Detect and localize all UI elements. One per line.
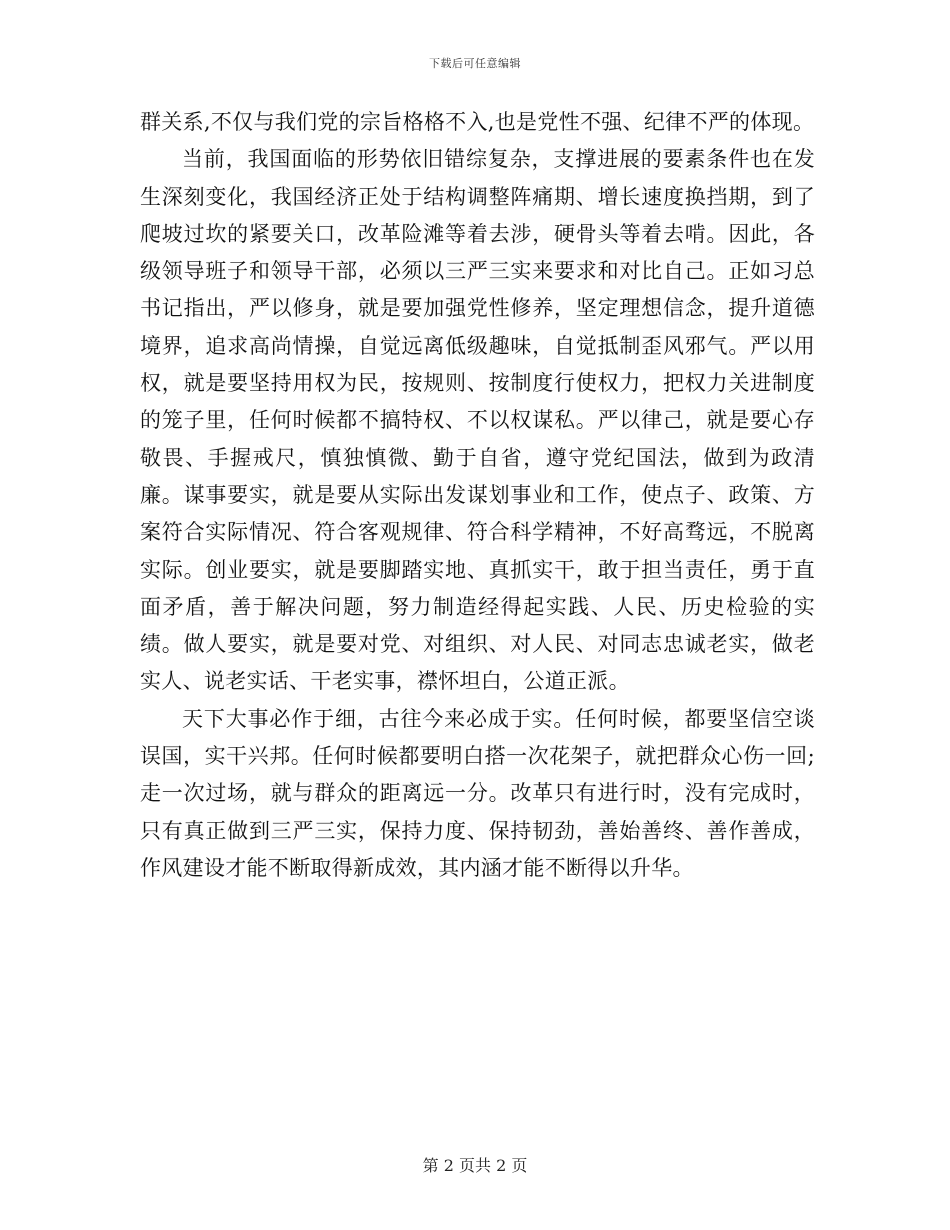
document-body — [140, 104, 815, 887]
page-footer: 第 2 页共 2 页 — [422, 1156, 528, 1175]
paragraph-conclusion: 天下大事必作于细，古往今来必成于实。任何时候，都要坚信空谈误国，实干兴邦。任何时候都要明白搭一次花架子，就把群众心伤一回;走一次过场，就与群众的距离远一分。改革只有进行时，没有完成时，只有真正做到三严三实，保持力度、保持韧劲，善始善终、善作善成，作风建设才能不断取得新成效，其内涵才能不断得以升华。 — [140, 706, 815, 880]
paragraph-continuation: 群关系,不仅与我们党的宗旨格格不入,也是党性不强、纪律不严的体现。 — [140, 110, 815, 134]
paragraph-current-situation: 当前，我国面临的形势依旧错综复杂，支撑进展的要素条件也在发生深刻变化，我国经济正处于结构调整阵痛期、增长速度换挡期，到了爬坡过坎的紧要关口，改革险滩等着去涉，硬骨头等着去啃。因此，各级领导班子和领导干部，必须以三严三实来要求和对比自己。正如习总书记指出，严以修身，就是要加强党性修养，坚定理想信念，提升道德境界，追求高尚情操，自觉远离低级趣味，自觉抵制歪风邪气。严以用权，就是要坚持用权为民，按规则、按制度行使权力，把权力关进制度的笼子里，任何时候都不搞特权、不以权谋私。严以律己，就是要心存敬畏、手握戒尺，慎独慎微、勤于自省，遵守党纪国法，做到为政清廉。谋事要实，就是要从实际出发谋划事业和工作，使点子、政策、方案符合实际情况、符合客观规律、符合科学精神，不好高骛远，不脱离实际。创业要实，就是要脚踏实地、真抓实干，敢于担当责任，勇于直面矛盾，善于解决问题，努力制造经得起实践、人民、历史检验的实绩。做人要实，就是要对党、对组织、对人民、对同志忠诚老实，做老实人、说老实话、干老实事，襟怀坦白，公道正派。 — [140, 147, 815, 694]
page-header: 下载后可任意编辑 — [429, 57, 521, 70]
